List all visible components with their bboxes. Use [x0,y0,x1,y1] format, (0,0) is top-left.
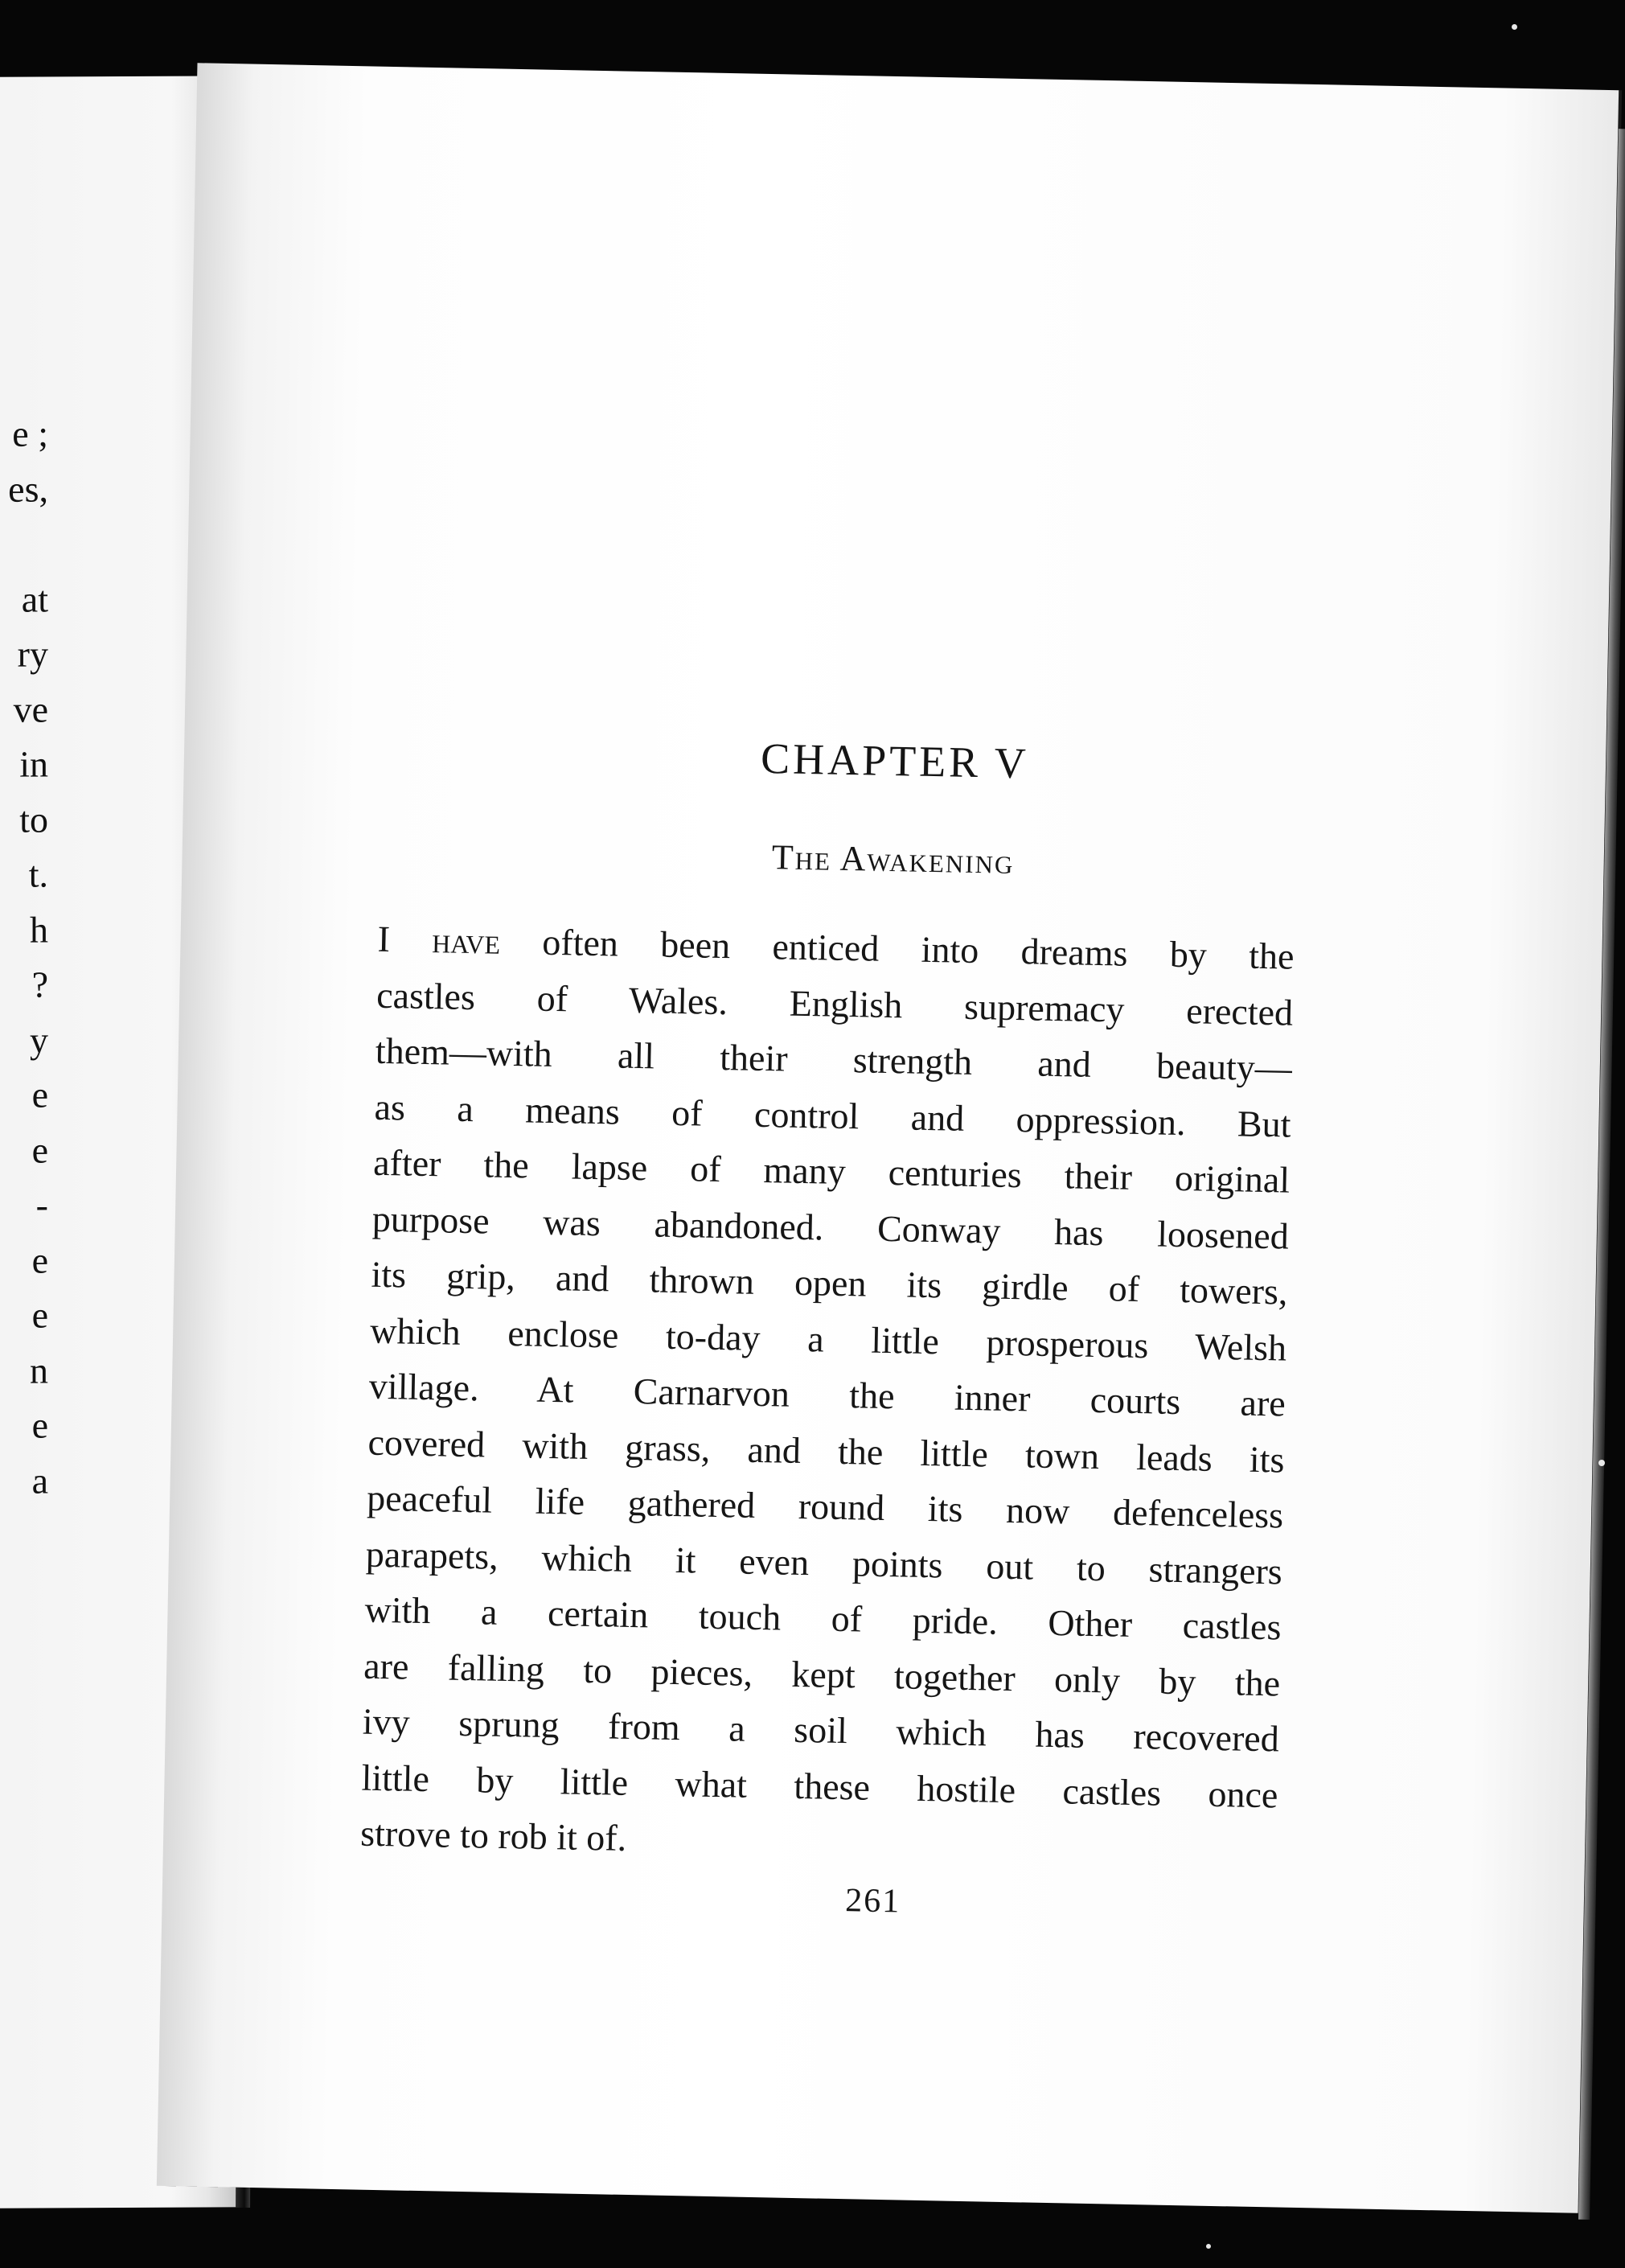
left-fragment [0,516,48,572]
dust-speck [1512,24,1517,30]
left-fragment: y [30,1018,48,1061]
previous-page-text-fragments [0,406,48,1508]
page-number: 261 [844,1882,901,1921]
left-fragment: at [21,577,48,620]
lead-word: I have [377,918,501,962]
left-fragment: in [19,743,48,785]
left-fragment: e [31,1074,48,1116]
first-line-rest: often been enticed into dreams by the [541,921,1295,977]
dust-speck [1206,2244,1211,2249]
text-line: which enclose to-day a little prosperous Welsh [369,1309,1287,1369]
text-line: little by little what these hostile castles once [361,1756,1278,1815]
left-fragment: ? [31,963,48,1005]
text-line: covered with grass, and the little town leads its [367,1421,1285,1481]
left-fragment: h [30,908,48,951]
left-fragment: n [30,1349,48,1391]
text-line: as a means of control and oppression. But [374,1086,1291,1145]
text-line: village. At Carnarvon the inner courts are [368,1365,1286,1424]
text-line: its grip, and thrown open its girdle of towers, [371,1253,1288,1313]
page-content [157,63,1619,2213]
text-line: purpose was abandoned. Conway has loosened [371,1198,1290,1257]
text-line: peaceful life gathered round its now defenceless [366,1477,1284,1536]
text-line: ivy sprung from a soil which has recovered [362,1700,1280,1760]
left-fragment: e [31,1294,48,1336]
left-fragment: e [31,1239,48,1281]
left-fragment: e ; [12,413,48,454]
left-fragment: ry [17,633,48,675]
text-line: parapets, which it even points out to strangers [365,1533,1283,1592]
left-fragment: es, [8,467,48,510]
text-line: castles of Wales. English supremacy erected [375,974,1294,1033]
chapter-body-text [360,911,1295,1879]
chapter-title: The Awakening [771,837,1015,881]
text-line: them—with all their strength and beauty— [375,1029,1293,1089]
text-line: with a certain touch of pride. Other castles [364,1588,1282,1648]
left-fragment: a [31,1459,48,1502]
left-fragment: e [31,1404,48,1446]
text-line: strove to rob it of. [359,1812,627,1859]
left-fragment: t. [28,853,48,895]
text-line: are falling to pieces, kept together only by the [363,1645,1281,1703]
left-fragment: to [19,798,48,840]
text-line: after the lapse of many centuries their original [372,1141,1291,1201]
left-fragment: - [35,1184,48,1226]
left-fragment: ve [13,688,48,730]
left-fragment: e [31,1128,48,1171]
chapter-heading: CHAPTER V [760,733,1030,788]
dust-speck [1598,1460,1605,1466]
